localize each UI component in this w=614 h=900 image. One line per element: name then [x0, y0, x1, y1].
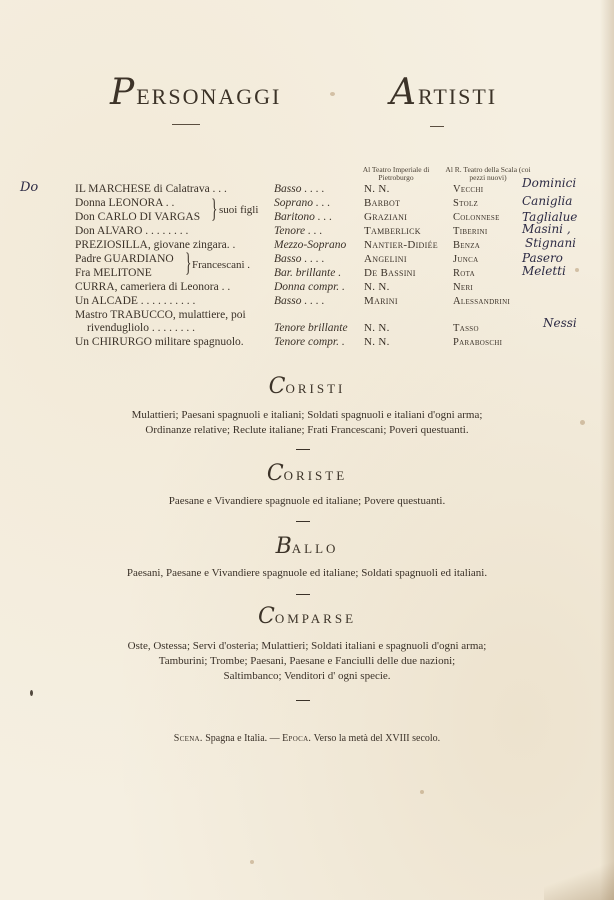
character-name: Fra MELITONE: [75, 267, 152, 279]
coriste-line: Paesane e Vivandiere spagnuole ed italiane; Povere questuanti.: [168, 495, 446, 507]
petersburg-column-heading: Al Teatro Imperiale di Pietroburgo: [362, 165, 430, 182]
stain: [420, 790, 424, 794]
section-rule: [296, 594, 310, 595]
section-rule: [296, 700, 310, 701]
ballo-heading: BALLO: [275, 534, 339, 559]
personaggi-header: PERSONAGGI: [110, 72, 282, 113]
petersburg-artist: De Bassini: [364, 267, 416, 279]
coristi-line: Mulattieri; Paesani spagnuoli e italiani; Soldati spagnuoli e italiani d'ogni arma;: [131, 409, 483, 421]
voice-type: Donna compr. .: [274, 281, 345, 293]
scena-epoca-line: [0, 733, 614, 744]
handwritten-annotation: Meletti: [522, 264, 566, 278]
handwritten-annotation: Pasero: [522, 251, 563, 265]
section-rule: [296, 521, 310, 522]
character-name: Un CHIRURGO militare spagnuolo.: [75, 336, 244, 348]
comparse-line: Oste, Ostessa; Servi d'osteria; Mulattieri; Soldati italiani e spagnuoli d'ogni arma;: [127, 640, 487, 652]
petersburg-artist: N. N.: [364, 322, 390, 334]
stain: [250, 860, 254, 864]
section-rule: [296, 449, 310, 450]
voice-type: Tenore brillante: [274, 322, 348, 334]
petersburg-artist: Barbot: [364, 197, 401, 209]
handwritten-annotation: Nessi: [543, 316, 577, 330]
artisti-header: ARTISTI: [390, 72, 498, 113]
voice-type: Tenore compr. .: [274, 336, 345, 348]
voice-type: Basso . . . .: [274, 253, 325, 265]
coristi-line: Ordinanze relative; Reclute italiane; Frati Francescani; Poveri questuanti.: [145, 424, 469, 436]
handwritten-annotation: Dominici: [522, 176, 577, 190]
comparse-line: Tamburini; Trombe; Paesani, Paesane e Fanciulli delle due nazioni;: [158, 655, 456, 667]
voice-type: Bar. brillante .: [274, 267, 342, 279]
margin-handwriting: Do: [20, 180, 39, 195]
petersburg-artist: Nantier-Didiée: [364, 239, 438, 251]
handwritten-annotation: Caniglia: [522, 194, 573, 208]
scena-value: Spagna e Italia. —: [205, 733, 280, 744]
comparse-heading: COMPARSE: [257, 604, 357, 629]
ballo-text: [40, 566, 574, 581]
voice-type: Baritono . . .: [274, 211, 333, 223]
petersburg-artist: Marini: [364, 295, 398, 307]
epoca-label: Epoca.: [282, 733, 312, 744]
scala-artist: Stolz: [453, 198, 479, 209]
character-name: IL MARCHESE di Calatrava . . .: [75, 183, 227, 195]
page-edge-shadow: [600, 0, 614, 900]
ink-spot: [30, 690, 33, 696]
scala-artist: Alessandrini: [453, 296, 511, 307]
coriste-text: [40, 494, 574, 509]
coristi-heading: CORISTI: [268, 374, 346, 399]
scala-artist: Tasso: [453, 323, 479, 334]
brace: }: [211, 194, 218, 223]
scala-artist: Vecchi: [453, 184, 484, 195]
character-name: Mastro TRABUCCO, mulattiere, poi: [75, 309, 246, 321]
scala-artist: Neri: [453, 282, 474, 293]
voice-type: Mezzo-Soprano: [274, 239, 347, 251]
voice-type: Soprano . . .: [274, 197, 331, 209]
character-name: CURRA, cameriera di Leonora . .: [75, 281, 231, 293]
petersburg-artist: Angelini: [364, 253, 407, 265]
voice-type: Basso . . . .: [274, 295, 325, 307]
page-corner-wear: [544, 860, 614, 900]
scala-artist: Benza: [453, 240, 481, 251]
coriste-heading: CORISTE: [266, 461, 348, 486]
header-rule-left: [172, 124, 200, 125]
character-name: Un ALCADE . . . . . . . . . .: [75, 295, 196, 307]
petersburg-artist: Tamberlick: [364, 225, 421, 237]
petersburg-artist: N. N.: [364, 336, 390, 348]
stain: [580, 420, 585, 425]
comparse-line: Saltimbanco; Venditori d' ogni specie.: [223, 670, 391, 682]
scena-label: Scena.: [173, 733, 203, 744]
comparse-text: [40, 639, 574, 684]
voice-type: Basso . . . .: [274, 183, 325, 195]
brace: }: [185, 248, 192, 277]
handwritten-annotation: Masini ,: [522, 222, 571, 236]
stain: [330, 92, 335, 96]
scala-artist: Tiberini: [453, 226, 488, 237]
character-name: rivendugliolo . . . . . . . .: [87, 322, 195, 334]
petersburg-artist: N. N.: [364, 281, 390, 293]
header-rule-right: [430, 126, 444, 127]
scala-artist: Rota: [453, 268, 476, 279]
petersburg-artist: Graziani: [364, 211, 408, 223]
character-name: PREZIOSILLA, giovane zingara. .: [75, 239, 236, 251]
epoca-value: Verso la metà del XVIII secolo.: [313, 733, 441, 744]
ballo-line: Paesani, Paesane e Vivandiere spagnuole ed italiane; Soldati spagnuoli ed italiani.: [126, 567, 488, 579]
petersburg-artist: N. N.: [364, 183, 390, 195]
handwritten-annotation: Stignani: [525, 236, 577, 250]
character-name: Don CARLO DI VARGAS: [75, 211, 201, 223]
handwritten-annotation: Taglialue: [522, 210, 578, 224]
scala-column-heading: Al R. Teatro della Scala (coi pezzi nuovi): [445, 165, 531, 182]
character-name: Padre GUARDIANO: [75, 253, 174, 265]
character-name: Don ALVARO . . . . . . . .: [75, 225, 189, 237]
brace-label-francescani: Francescani .: [192, 259, 251, 271]
scala-artist: Colonnese: [453, 212, 500, 223]
stain: [575, 268, 579, 272]
scala-artist: Paraboschi: [453, 337, 503, 348]
character-name: Donna LEONORA . .: [75, 197, 175, 209]
brace-label-figli: suoi figli: [219, 204, 259, 216]
voice-type: Tenore . . .: [274, 225, 323, 237]
scala-artist: Junca: [453, 254, 479, 265]
coristi-text: [40, 408, 574, 438]
